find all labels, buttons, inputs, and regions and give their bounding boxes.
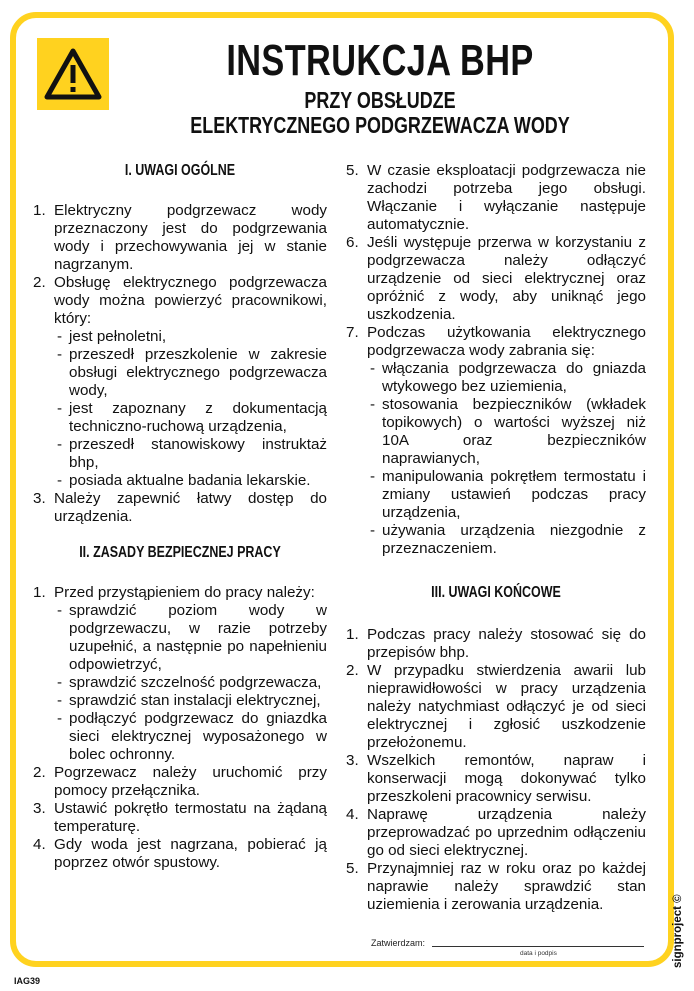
list-item: 3. Wszelkich remontów, napraw i konserwacji mogą dokonywać tylko przeszkoleni pracownicy serwisu. — [346, 752, 646, 805]
sub-item: - stosowania bezpieczników (wkładek topikowych) o wartości wyższej niż 10A oraz bezpieczników naprawianych, — [367, 396, 646, 468]
instruction-list — [346, 162, 646, 558]
approval-sublabel: data i podpis — [520, 950, 557, 957]
sub-item: - sprawdzić poziom wody w podgrzewaczu, w razie potrzeby uzupełnić, a następnie po napełnieniu odpowietrzyć, — [54, 602, 327, 674]
sub-list — [367, 360, 646, 558]
list-item: 1. Elektryczny podgrzewacz wody przeznaczony jest do podgrzewania wody i przechowywania jej w stanie nagrzanym. — [33, 202, 327, 273]
list-item: 5. W czasie eksploatacji podgrzewacza nie zachodzi potrzeba jego obsługi. Włączanie i wyłączanie następuje automatycznie. — [346, 162, 646, 233]
brand-mark: signproject © — [672, 894, 684, 968]
sub-item: - przeszedł stanowiskowy instruktaż bhp, — [54, 436, 327, 472]
list-item: 7. Podczas użytkowania elektrycznego podgrzewacza wody zabrania się: - włączania podgrzewacza do gniazda wtykowego bez uziemienia, - stosowania bezpieczników (wkładek topikowych) o wartości wyższej niż 10A oraz bezpieczników naprawianych, - manipulowania pokrętłem termostatu i zmiany ustawień podczas pracy urządzenia, - używania urządzenia niezgodnie z przeznaczeniem. — [346, 324, 646, 558]
sub-item: - podłączyć podgrzewacz do gniazdka sieci elektrycznej wyposażonego w bolec ochronny. — [54, 710, 327, 764]
section-heading: I. UWAGI OGÓLNE — [124, 162, 236, 179]
sub-item: - sprawdzić szczelność podgrzewacza, — [54, 674, 327, 692]
list-item: 4. Gdy woda jest nagrzana, pobierać ją poprzez otwór spustowy. — [33, 836, 327, 871]
list-item: 2. Pogrzewacz należy uruchomić przy pomocy przełącznika. — [33, 764, 327, 799]
warning-sign — [37, 38, 109, 110]
sub-item: - przeszedł przeszkolenie w zakresie obsługi elektrycznego podgrzewacza wody, — [54, 346, 327, 400]
instruction-list — [33, 202, 327, 526]
signature-line — [432, 946, 644, 947]
section-heading: II. ZASADY BEZPIECZNEJ PRACY — [79, 544, 281, 561]
approval-label: Zatwierdzam: — [371, 938, 426, 948]
sub-list — [54, 328, 327, 490]
instruction-list — [346, 626, 646, 914]
left-column — [33, 162, 327, 872]
sub-list — [54, 602, 327, 764]
list-item: 5. Przynajmniej raz w roku oraz po każdej naprawie należy sprawdzić stan uziemienia i zerowania urządzenia. — [346, 860, 646, 913]
sub-item: - sprawdzić stan instalacji elektrycznej, — [54, 692, 327, 710]
list-item: 2. Obsługę elektrycznego podgrzewacza wody można powierzyć pracownikowi, który: - jest pełnoletni, - przeszedł przeszkolenie w zakresie obsługi elektrycznego podgrzewacza wody, - jest zapoznany z dokumentacją techniczno-ruchową urządzenia, - przeszedł stanowiskowy instruktaż bhp, - posiada aktualne badania lekarskie. — [33, 274, 327, 490]
list-item: 1. Podczas pracy należy stosować się do przepisów bhp. — [346, 626, 646, 661]
sub-item: - manipulowania pokrętłem termostatu i zmiany ustawień podczas pracy urządzenia, — [367, 468, 646, 522]
section-heading: III. UWAGI KOŃCOWE — [431, 584, 561, 601]
sub-item: - jest zapoznany z dokumentacją techniczno-ruchową urządzenia, — [54, 400, 327, 436]
product-code: IAG39 — [14, 976, 41, 986]
sub-item: - posiada aktualne badania lekarskie. — [54, 472, 327, 490]
sub-item: - używania urządzenia niezgodnie z przeznaczeniem. — [367, 522, 646, 558]
warning-triangle-icon — [43, 46, 103, 102]
instruction-list — [33, 584, 327, 872]
sub-item: - jest pełnoletni, — [54, 328, 327, 346]
list-item: 3. Ustawić pokrętło termostatu na żądaną temperaturę. — [33, 800, 327, 835]
list-item: 6. Jeśli występuje przerwa w korzystaniu z podgrzewacza należy odłączyć urządzenie od sieci elektrycznej oraz opróżnić z wody, aby uniknąć jego uszkodzenia. — [346, 234, 646, 323]
page-title: INSTRUKCJA BHP — [226, 36, 534, 85]
list-item: 1. Przed przystąpieniem do pracy należy: - sprawdzić poziom wody w podgrzewaczu, w razie potrzeby uzupełnić, a następnie po napełnieniu odpowietrzyć, - sprawdzić szczelność podgrzewacza, - sprawdzić stan instalacji elektrycznej, - podłączyć podgrzewacz do gniazdka sieci elektrycznej wyposażonego w bolec ochronny. — [33, 584, 327, 764]
list-item: 4. Naprawę urządzenia należy przeprowadzać po uprzednim odłączeniu go od sieci elektrycznej. — [346, 806, 646, 859]
page-subtitle-2: ELEKTRYCZNEGO PODGRZEWACZA WODY — [190, 112, 570, 138]
page-subtitle-1: PRZY OBSŁUDZE — [304, 87, 456, 113]
right-column — [346, 162, 646, 914]
list-item: 2. W przypadku stwierdzenia awarii lub nieprawidłowości w pracy urządzenia należy natychmiast odłączyć je od sieci elektrycznej i zgłosić uszkodzenie przełożonemu. — [346, 662, 646, 751]
list-item: 3. Należy zapewnić łatwy dostęp do urządzenia. — [33, 490, 327, 525]
sub-item: - włączania podgrzewacza do gniazda wtykowego bez uziemienia, — [367, 360, 646, 396]
